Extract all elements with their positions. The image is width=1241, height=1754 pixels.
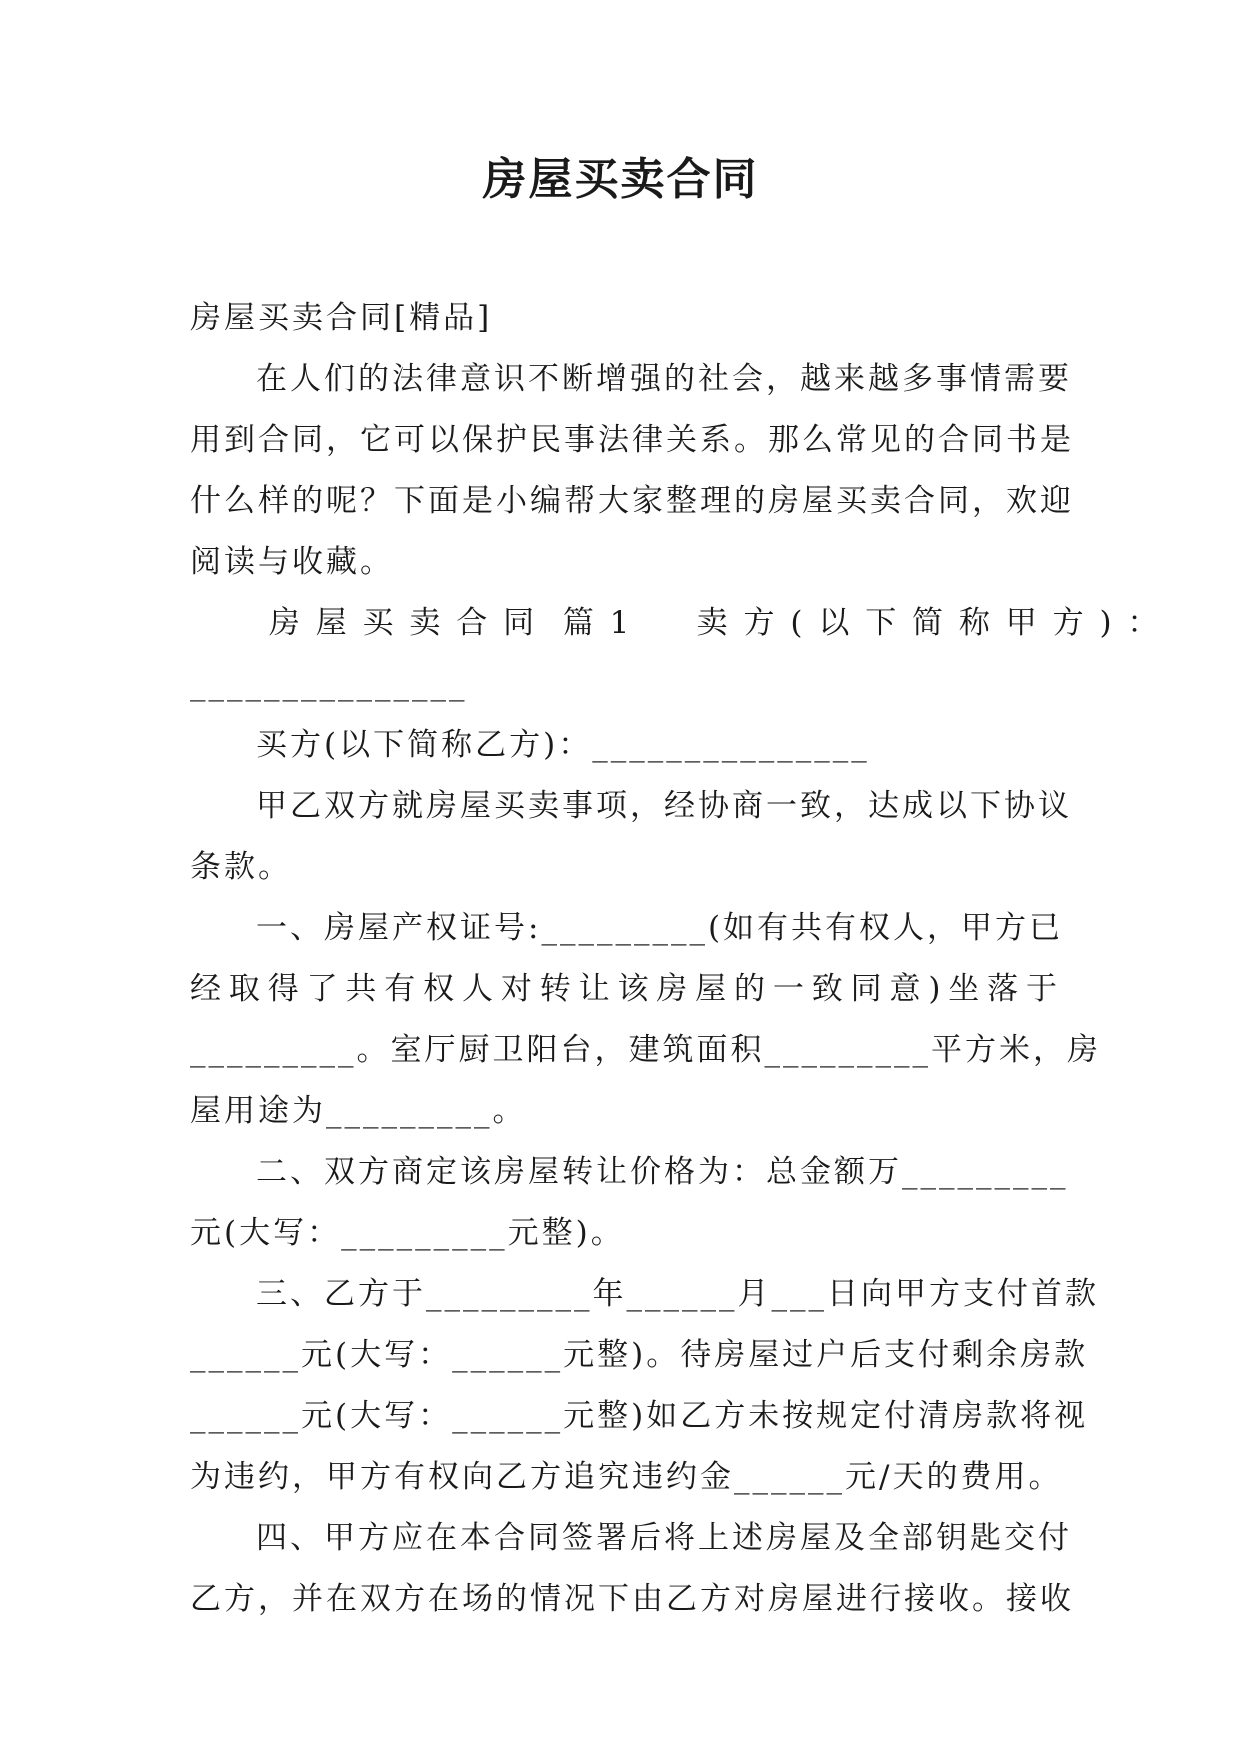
clause-2-line-1: 二、双方商定该房屋转让价格为：总金额万_________ (256, 1154, 1069, 1190)
seller-line: 房 屋 买 卖 合 同 篇 1 卖 方 ( 以 下 简 称 甲 方 ) ： (256, 605, 1162, 641)
clause-1-line-2: 经取得了共有权人对转让该房屋的一致同意)坐落于 (190, 971, 1060, 1007)
clause-4-line-1: 四、甲方应在本合同签署后将上述房屋及全部钥匙交付 (256, 1520, 1072, 1556)
clause-3-line-4: 为违约，甲方有权向乙方追究违约金______元/天的费用。 (190, 1459, 1063, 1495)
intro-line-2: 用到合同，它可以保护民事法律关系。那么常见的合同书是 (190, 422, 1074, 458)
clause-3-line-2: ______元(大写：______元整)。待房屋过户后支付剩余房款 (190, 1337, 1089, 1373)
subtitle-line: 房屋买卖合同[精品] (190, 300, 493, 336)
clause-1-line-4: 屋用途为_________。 (190, 1093, 527, 1129)
agreement-line-1: 甲乙双方就房屋买卖事项，经协商一致，达成以下协议 (256, 788, 1072, 824)
clause-3-line-3: ______元(大写：______元整)如乙方未按规定付清房款将视 (190, 1398, 1089, 1434)
clause-1-line-3: _________。室厅厨卫阳台，建筑面积_________平方米，房 (190, 1032, 1101, 1068)
document-body (190, 288, 1162, 1630)
clause-2-line-2: 元(大写：_________元整)。 (190, 1215, 625, 1251)
document-title: 房屋买卖合同 (482, 154, 759, 205)
intro-line-4: 阅读与收藏。 (190, 544, 394, 580)
intro-line-3: 什么样的呢？下面是小编帮大家整理的房屋买卖合同，欢迎 (190, 483, 1074, 519)
agreement-line-2: 条款。 (190, 849, 292, 885)
clause-4-line-2: 乙方，并在双方在场的情况下由乙方对房屋进行接收。接收 (190, 1581, 1074, 1617)
seller-blank-line: _______________ (190, 666, 468, 702)
clause-3-line-1: 三、乙方于_________年______月___日向甲方支付首款 (256, 1276, 1099, 1312)
intro-line-1: 在人们的法律意识不断增强的社会，越来越多事情需要 (256, 361, 1072, 397)
clause-1-line-1: 一、房屋产权证号:_________(如有共有权人，甲方已 (256, 910, 1064, 946)
buyer-line: 买方(以下简称乙方)：_______________ (256, 727, 870, 763)
